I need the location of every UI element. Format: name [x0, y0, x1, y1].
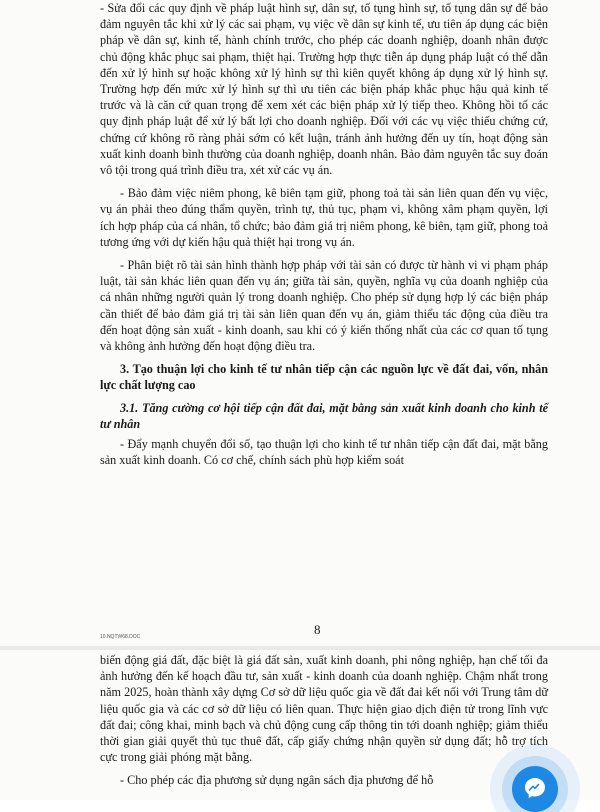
footer-file-code: 10.NQTW68.DOC: [100, 634, 141, 640]
messenger-icon: [523, 776, 547, 800]
paragraph-civil-law: - Sửa đổi các quy định về pháp luật hình sự, dân sự, tố tụng hình sự, tố tụng dân sự để bảo đảm nguyên tắc khi xử lý các sai phạm, vụ việc về dân sự kinh tế, ưu tiên áp dụng các biện pháp về dân sự, kinh tế, hành chính trước, cho phép các doanh nghiệp, doanh nhân được chủ động khắc phục sai phạm, thiệt hại. Trường hợp thực tiễn áp dụng pháp luật có thể dẫn đến xử lý hình sự hoặc không xử lý hình sự thì kiên quyết không áp dụng xử lý hình sự. Trường hợp đến mức xử lý hình sự thì ưu tiên các biện pháp khắc phục hậu quả kinh tế trước và là căn cứ quan trọng để xem xét các biện pháp xử lý tiếp theo. Không hồi tố các quy định pháp luật để xử lý bất lợi cho doanh nghiệp. Đối với các vụ việc thiếu chứng cứ, chứng cứ không rõ ràng phải sớm có kết luận, tránh ảnh hưởng đến uy tín, hoạt động sản xuất kinh doanh bình thường của doanh nghiệp, doanh nhân. Bảo đảm nguyên tắc suy đoán vô tội trong quá trình điều tra, xét xử các vụ án.: [100, 1, 548, 178]
section-heading-3: 3. Tạo thuận lợi cho kinh tế tư nhân tiếp cận các nguồn lực về đất đai, vốn, nhân lực chất lượng cao: [100, 362, 548, 393]
messenger-chat-button[interactable]: [512, 766, 558, 812]
paragraph-digital-transformation: - Đẩy mạnh chuyển đổi số, tạo thuận lợi cho kinh tế tư nhân tiếp cận đất đai, mặt bằng sản xuất kinh doanh. Có cơ chế, chính sách phù hợp kiểm soát: [100, 437, 548, 468]
paragraph-asset-distinction: - Phân biệt rõ tài sản hình thành hợp pháp với tài sản có được từ hành vi vi phạm pháp luật, tài sản khác liên quan đến vụ án; giữa tài sản, quyền, nghĩa vụ của doanh nghiệp của cá nhân những người quản lý trong doanh nghiệp. Cho phép sử dụng hợp lý các biện pháp cần thiết để bảo đảm giá trị tài sản liên quan đến vụ án, giảm thiểu tác động của điều tra đến hoạt động sản xuất - kinh doanh, sau khi có ý kiến thống nhất của các cơ quan tố tụng và không ảnh hưởng đến hoạt động điều tra.: [100, 258, 548, 354]
page-1-content: [100, 0, 548, 475]
page-number: 8: [314, 622, 321, 637]
paragraph-local-budget: - Cho phép các địa phương sử dụng ngân sách địa phương để hỗ: [120, 773, 434, 788]
paragraph-asset-seizure: - Bảo đảm việc niêm phong, kê biên tạm giữ, phong toả tài sản liên quan đến vụ việc, vụ án phải theo đúng thẩm quyền, trình tự, thủ tục, phạm vi, không xâm phạm quyền, lợi ích hợp pháp của cá nhân, tổ chức; bảo đảm giá trị niêm phong, kê biên, tạm giữ, phong toả tương ứng với dự kiến hậu quả thiệt hại trong vụ án.: [100, 186, 548, 249]
paragraph-land-price: biến động giá đất, đặc biệt là giá đất sản, xuất kinh doanh, phi nông nghiệp, hạn chế tối đa ảnh hưởng đến kế hoạch đầu tư, sản xuất - kinh doanh của doanh nghiệp. Chậm nhất trong năm 2025, hoàn thành xây dựng Cơ sở dữ liệu quốc gia về đất đai kết nối với Trung tâm dữ liệu quốc gia và các cơ sở dữ liệu có liên quan. Thực hiện giao dịch điện tử trong lĩnh vực đất đai; công khai, minh bạch và chủ động cung cấp thông tin tới doanh nghiệp; giảm thiểu thời gian giải quyết thủ tục thuê đất, cấp giấy chứng nhận quyền sử dụng đất; hỗ trợ tích cực trong giải phóng mặt bằng.: [100, 653, 548, 765]
page-2-content: [100, 652, 548, 796]
subsection-heading-3-1: 3.1. Tăng cường cơ hội tiếp cận đất đai, mặt bằng sản xuất kinh doanh cho kinh tế tư nhân: [100, 400, 548, 431]
page-divider: [0, 646, 600, 650]
